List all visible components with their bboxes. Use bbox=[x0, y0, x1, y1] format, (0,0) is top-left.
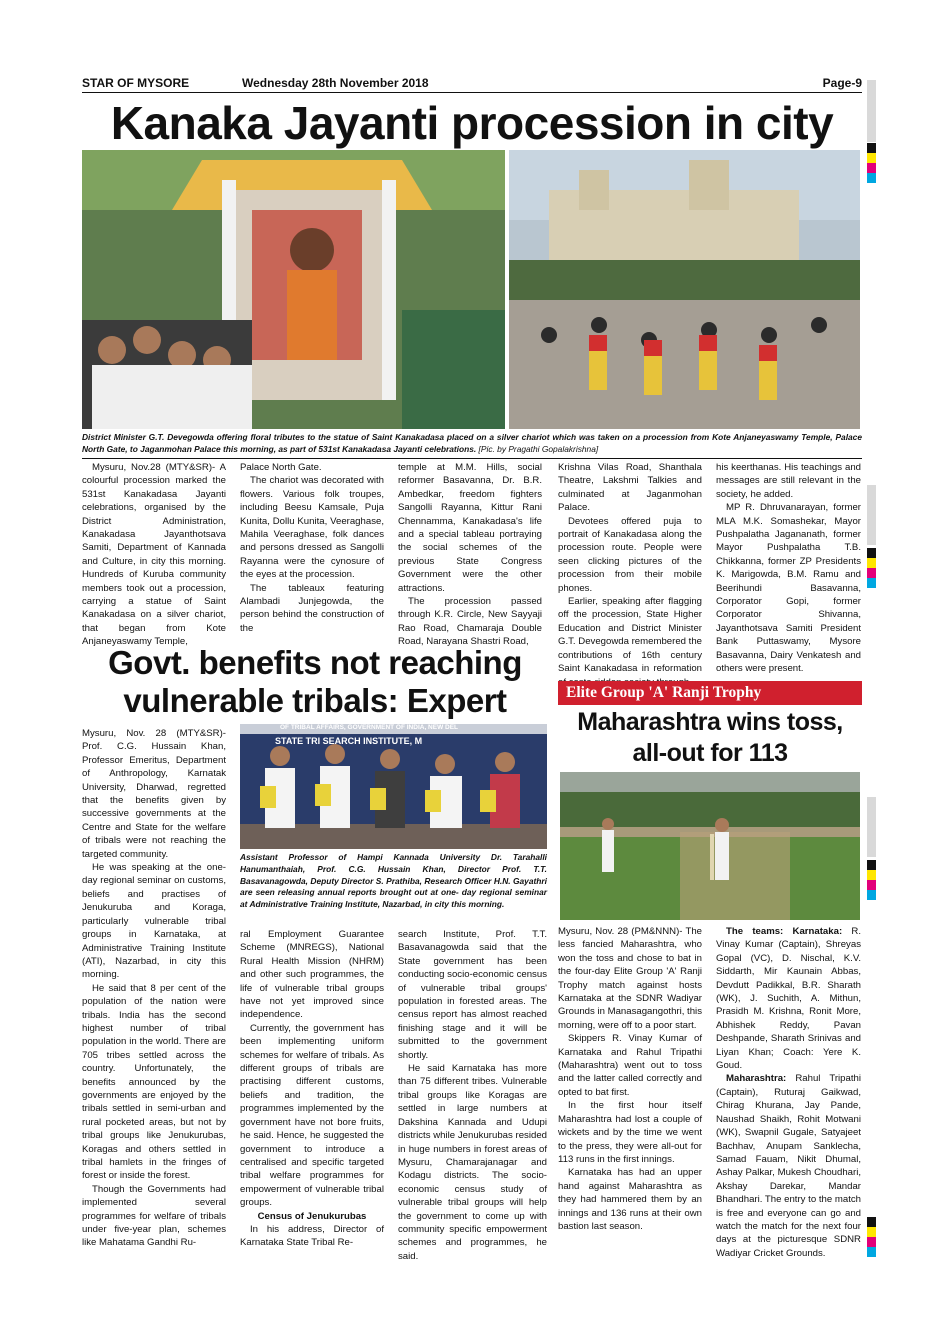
margin-bar bbox=[867, 485, 876, 545]
karnataka-team: R. Vinay Kumar (Captain), Shreyas Gopal (VC), D. Nischal, K.V. Siddarth, Mir Kaunain Abbas, Devdutt Padikkal, B.R. Sharath (WK), J. Suchith, A. Mithun, Prasidh M. Krishna, Ronit More, Abhishek Reddy, Pavan Deshpande, Sharath Srinivas and Liyan Khan; Coach: Yere K. Goud. bbox=[716, 926, 862, 1072]
page-number: Page-9 bbox=[822, 76, 862, 90]
paragraph: Palace North Gate. bbox=[240, 462, 322, 473]
caption-rule bbox=[82, 458, 862, 459]
paragraph: his keerthanas. His teachings and messages are still relevant in the society, he added. bbox=[716, 462, 861, 500]
paragraph: Currently, the government has been implementing uniform schemes for welfare of tribals. As different groups of tribals are practising different customs, beliefs and tradition, the programmes implemented by the government have not bore fruits, he said. Hence, he suggested the government to introduce a centralised and specific targeted tribal welfare programmes for empowerment of vulnerable tribal groups. bbox=[240, 1022, 384, 1209]
paragraph: search Institute, Prof. T.T. Basavanagowda said that the State government has been conducting socio-economic census of vulnerable tribal groups' population in forested areas. The census report has almost reached finishing stage and it will be submitted to the government shortly. bbox=[398, 929, 547, 1061]
cricket-photo bbox=[560, 772, 860, 920]
paragraph: He said Karnataka has more than 75 different tribes. Vulnerable tribal groups like Koragas are settled in large numbers at Dakshina Kannada and Udupi districts while Jenukurubas resided in huge numbers in forest areas of Mysuru, Chamarajanagar and Kodagu districts. The socio-economic census study of vulnerable tribal groups will help the government to come up with community specific empowerment schemes and programmes, he said. bbox=[398, 1063, 547, 1262]
story1-caption-text: District Minister G.T. Devegowda offering floral tributes to the statue of Saint Kanakadasa placed on a silver chariot which was taken on a procession from Kote Anjaneyaswamy Temple, Palace North Gate, to Jaganmohan Palace this morning, as part of 531st Kanakadasa Jayanti celebrations. bbox=[82, 432, 862, 454]
story3-headline-line2: all-out for 113 bbox=[632, 739, 788, 767]
maharashtra-label: Maharashtra: bbox=[726, 1073, 787, 1085]
seminar-photo bbox=[240, 724, 547, 849]
paragraph: temple at M.M. Hills, social reformer Basavanna, Dr. B.R. Ambedkar, freedom fighters Sangolli Rayanna, Kittur Rani Chennamma, Kanakadasa's life and a special tableau portraying the social schemes of the previous State Congress Government were the other attractions. bbox=[398, 462, 542, 594]
story2-column-1 bbox=[82, 727, 226, 1250]
cmyk-marks bbox=[867, 1217, 876, 1257]
story2-column-2 bbox=[240, 928, 384, 1250]
procession-photo bbox=[509, 150, 860, 429]
story1-column-2 bbox=[240, 461, 384, 635]
paragraph: Mysuru, Nov. 28 (MTY&SR)- Prof. C.G. Hussain Khan, Professor Emeritus, Department of Anthropology, Karnatak University, Dharwad, regretted that the benefits given by successive governments at the Centre and State for the welfare of tribals were not reaching the targeted community. bbox=[82, 728, 226, 860]
paragraph: The procession passed through K.R. Circle, New Sayyaji Rao Road, Chamaraja Double Road, Narayana Shastri Road, bbox=[398, 596, 542, 648]
story2-headline bbox=[82, 644, 548, 720]
karnataka-label: Karnataka: bbox=[792, 926, 843, 937]
story1-column-3 bbox=[398, 461, 542, 649]
story2-headline-line1: Govt. benefits not reaching bbox=[108, 644, 522, 681]
banner-text: STATE TRI SEARCH INSTITUTE, M bbox=[275, 736, 423, 746]
chariot-photo bbox=[82, 150, 505, 429]
story3-column-2 bbox=[716, 925, 861, 1260]
story1-column-1 bbox=[82, 461, 226, 649]
story2-column-3 bbox=[398, 928, 547, 1263]
kicker-text: Elite Group 'A' Ranji Trophy bbox=[566, 684, 762, 701]
story1-column-5 bbox=[716, 461, 861, 676]
paragraph: The tableaux featuring Alambadi Junjegowda, the person behind the construction of the bbox=[240, 582, 384, 634]
story1-caption bbox=[82, 432, 862, 456]
cmyk-marks bbox=[867, 143, 876, 183]
story2-caption: Assistant Professor of Hampi Kannada University Dr. Tarahalli Hanumanthaiah, Prof. C.G. Hussain Khan, Director Prof. T.T. Basavanagowda, Deputy Director S. Prathiba, Research Officer H.N. Gayathri are seen releasing annual reports brought out at one- day regional seminar at Administrative Training Institute, Nazarbad, in city this morning. bbox=[240, 852, 547, 910]
paragraph: He said that 8 per cent of the population of the nation were tribals. India has the second highest number of tribal population in the world. There are 705 tribes settled across the country. Unfortunately, the benefits announced by the governments are enjoyed by the tribals settled in semi-urban and rural pocketed areas, but not by tribal groups like Jenukurubas, Koragas and others settled in tribal hamlets in the fringes of forest or inside the forest. bbox=[82, 982, 226, 1182]
paragraph: Though the Governments had implemented several programmes for welfare of tribals under five-year plan, schemes like Mahatama Gandhi Ru- bbox=[82, 1183, 226, 1249]
story3-headline bbox=[558, 707, 862, 769]
story2-headline-line2: vulnerable tribals: Expert bbox=[123, 682, 507, 719]
page-header bbox=[82, 76, 862, 93]
paragraph: ral Employment Guarantee Scheme (MNREGS), National Rural Health Mission (NHRM) and other such programmes, the life of vulnerable tribal groups have not yet improved since independence. bbox=[240, 929, 384, 1021]
margin-bar bbox=[867, 797, 876, 857]
paragraph: He was speaking at the one-day regional seminar on customs, beliefs and practises of Jenukuruba and Koraga, particularly vulnerable tribal groups in Karnataka, at Administrative Training Institute (ATI), Nazarbad, in city this morning. bbox=[82, 862, 226, 981]
subheading: Census of Jenukurubas bbox=[257, 1210, 367, 1222]
story3-column-1 bbox=[558, 925, 702, 1233]
issue-date: Wednesday 28th November 2018 bbox=[242, 76, 429, 90]
paragraph: Krishna Vilas Road, Shanthala Theatre, Lakshmi Talkies and culminated at Jaganmohan Palace. bbox=[558, 462, 702, 514]
paragraph: Skippers R. Vinay Kumar of Karnataka and Rahul Tripathi (Maharashtra) went out to toss and the latter called correctly and opted to bat first. bbox=[558, 1033, 702, 1098]
cmyk-marks bbox=[867, 860, 876, 900]
teams-label: The teams: bbox=[726, 926, 784, 937]
paragraph: The chariot was decorated with flowers. Various folk troupes, including Beesu Kamsale, Puja Kunita, Dollu Kunita, Veeraghase, Mahila Veeraghase, folk dances and persons dressed as Sangolli Rayanna were the cynosure of the eyes at the procession. bbox=[240, 475, 384, 581]
banner-text: OF TRIBAL AFFAIRS, GOVERNMENT OF INDIA, NEW DEL bbox=[280, 724, 459, 731]
paragraph: Mysuru, Nov.28 (MTY&SR)- A colourful procession marked the 531st Kanakadasa Jayanti celebrations, organised by the District Administration, Kanakadasa Jayanthotsava Samiti, Department of Kannada and Culture, in city this morning. Hundreds of Kuruba community members took out a procession, carrying a statue of Saint Kanakadasa on a silver chariot, that began from Kote Anjaneyaswamy Temple, bbox=[82, 462, 226, 648]
paragraph: Devotees offered puja to portrait of Kanakadasa along the procession route. People were seen clicking pictures of the procession from their mobile phones. bbox=[558, 515, 702, 594]
paragraph: In his address, Director of Karnataka State Tribal Re- bbox=[240, 1223, 384, 1249]
photo-credit: [Pic. by Pragathi Gopalakrishna] bbox=[478, 443, 599, 454]
story1-column-4 bbox=[558, 461, 702, 689]
maharashtra-team: Rahul Tripathi (Captain), Ruturaj Gaikwad, Chirag Khurana, Jay Pande, Naushad Shaikh, Rohit Motwani (WK), Swapnil Gugale, Satyajeet Bachhav, Anupam Sanklecha, Samad Fauam, Nikit Dhumal, Ashay Palkar, Mukesh Choudhari, Akshay Darekar, Mandar Bhandhari. The entry to the match is free and everyone can go and watch the match for the next four days at the picturesque SDNR Wadiyar Cricket Grounds. bbox=[716, 1073, 861, 1259]
story1-headline: Kanaka Jayanti procession in city bbox=[110, 97, 834, 149]
paragraph: MP R. Dhruvanarayan, former MLA M.K. Somashekar, Mayor Pushpalatha Jagananath, former Mayor Pushpalatha T.B. Chikkanna, former ZP Presidents K. Marigowda, B.M. Ramu and Beerihundi Basavanna, Corporator Gopi, former Corporator Shivanna, Jayanthotsava Samiti President Bank Puttaswamy, Mysore Basavanna, Dairy Venkatesh and others were present. bbox=[716, 502, 861, 675]
paragraph: Earlier, speaking after flagging off the procession, State Higher Education and District Minister G.T. Devegowda remembered the contributions of 16th century Saint Kanakadasa in reformation bbox=[558, 596, 702, 675]
paragraph: In the first hour itself Maharashtra had lost a couple of wickets and by the time we went to the press, they were all-out for 113 runs in the first innings. bbox=[558, 1100, 702, 1165]
paragraph: Mysuru, Nov. 28 (PM&NNN)- The less fancied Maharashtra, who won the toss and chose to bat in the four-day Elite Group 'A' Ranji Trophy match against hosts Karnataka at the SDNR Wadiyar Grounds in Manasagangothri, this morning, were off to a poor start. bbox=[558, 926, 702, 1031]
story3-headline-line1: Maharashtra wins toss, bbox=[577, 708, 843, 736]
margin-bar bbox=[867, 80, 876, 142]
paper-name: STAR OF MYSORE bbox=[82, 76, 190, 90]
paragraph: Karnataka has had an upper hand against Maharashtra as they had hammered them by an innings and 136 runs at their own bastion last season. bbox=[558, 1167, 702, 1232]
kicker-bar bbox=[558, 681, 862, 705]
cmyk-marks bbox=[867, 548, 876, 588]
